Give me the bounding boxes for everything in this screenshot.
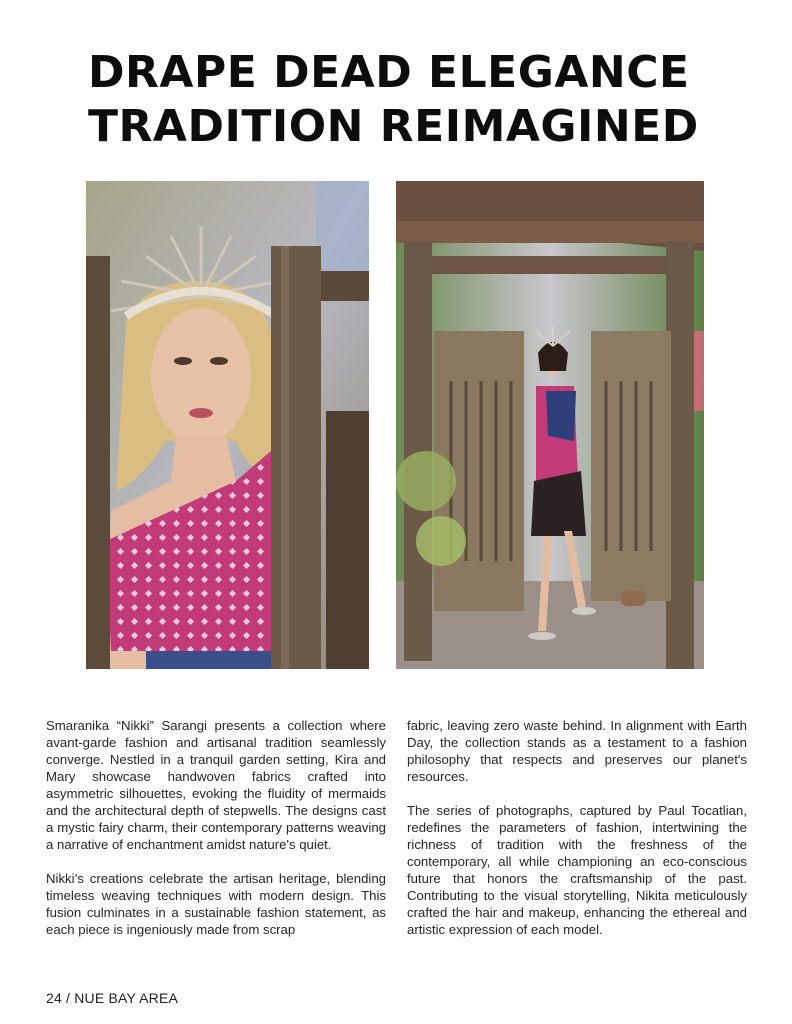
article-column-2 [407, 717, 747, 955]
portrait-illustration [86, 181, 369, 669]
photo-model-garden-gate [396, 181, 704, 669]
photo-model-crown-portrait [86, 181, 369, 669]
page-title [88, 46, 728, 154]
paragraph-intro: Smaranika “Nikki” Sarangi presents a collection where avant-garde fashion and artisanal tradition seamlessly converge. Nestled in a tranquil garden setting, Kira and Mary showcase handwoven fabrics crafted into asymmetric silhouettes, evoking the fluidity of mermaids and the architectural depth of stepwells. The designs cast a mystic fairy charm, their contemporary patterns weaving a narrative of enchantment amidst nature's quiet. [46, 718, 386, 852]
paragraph-sustainability: fabric, leaving zero waste behind. In alignment with Earth Day, the collection stands as a testament to a fashion philosophy that respects and preserves our planet's resources. [407, 718, 747, 784]
garden-gate-illustration [396, 181, 704, 669]
headline-line-2: TRADITION REIMAGINED [88, 101, 699, 152]
article-column-1 [46, 717, 386, 955]
paragraph-heritage: Nikki’s creations celebrate the artisan heritage, blending timeless weaving techniques with modern design. This fusion culminates in a sustainable fashion statement, as each piece is ingeniously made from scrap [46, 871, 386, 937]
headline-line-1: DRAPE DEAD ELEGANCE [88, 47, 690, 98]
page-folio: 24 / NUE BAY AREA [46, 990, 179, 1006]
paragraph-credits: The series of photographs, captured by Paul Tocatlian, redefines the parameters of fashion, intertwining the richness of tradition with the freshness of the contemporary, all while championing an eco-conscious future that honors the craftsmanship of the past. Contributing to the visual storytelling, Nikita meticulously crafted the hair and makeup, enhancing the ethereal and artistic expression of each model. [407, 803, 747, 937]
